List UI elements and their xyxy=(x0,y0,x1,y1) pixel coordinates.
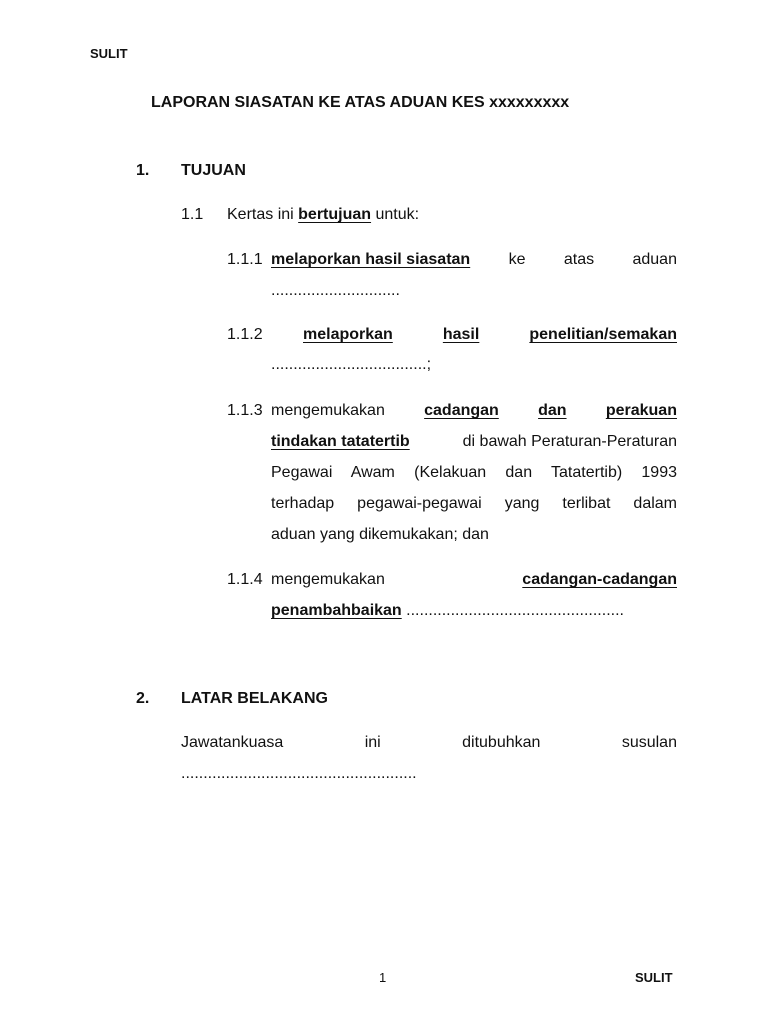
item-1-1-1-word: ke xyxy=(508,251,526,268)
item-1-1-3-line4: terhadap pegawai-pegawai yang terlibat dalam xyxy=(271,495,677,512)
item-1-1-3-bold-word: perakuan xyxy=(605,402,677,419)
footer-classification: SULIT xyxy=(635,970,673,985)
item-1-1-2-line1 xyxy=(303,326,677,344)
item-1-1-bold: bertujuan xyxy=(298,206,372,223)
item-1-1-4-bold: cadangan-cadangan xyxy=(522,571,677,588)
item-1-1-2-bold-word: penelitian/semakan xyxy=(529,326,677,343)
item-1-1-3-line2 xyxy=(271,433,677,451)
section-2-word: susulan xyxy=(621,734,677,751)
item-1-1-1-line1 xyxy=(271,251,677,269)
item-1-1-1-bold: melaporkan hasil siasatan xyxy=(271,251,471,268)
item-1-1-4-line1 xyxy=(271,571,677,589)
item-1-1-4-number: 1.1.4 xyxy=(227,571,263,588)
section-2-word: ditubuhkan xyxy=(462,734,541,751)
item-1-1-4-line2 xyxy=(271,602,624,620)
item-1-1-3-line1 xyxy=(271,402,677,420)
item-1-1-3-line3: Pegawai Awam (Kelakuan dan Tatatertib) 1993 xyxy=(271,464,677,481)
item-1-1-3-number: 1.1.3 xyxy=(227,402,263,419)
section-2-word: ini xyxy=(364,734,381,751)
document-title: LAPORAN SIASATAN KE ATAS ADUAN KES xxxxxxxxx xyxy=(151,94,570,111)
item-1-1-1-word: aduan xyxy=(632,251,677,268)
item-1-1-3-bold-word: cadangan xyxy=(424,402,499,419)
section-2-word: Jawatankuasa xyxy=(181,734,284,751)
item-1-1-3-line5: aduan yang dikemukakan; dan xyxy=(271,526,489,543)
item-1-1-1-word: atas xyxy=(563,251,595,268)
item-1-1-2-bold-word: hasil xyxy=(442,326,480,343)
section-2-number: 2. xyxy=(136,690,150,707)
item-1-1-3-word: mengemukakan xyxy=(271,402,385,419)
header-classification: SULIT xyxy=(90,46,128,61)
page-number: 1 xyxy=(379,970,387,985)
section-1-number: 1. xyxy=(136,162,150,179)
item-1-1-2-bold-word: melaporkan xyxy=(303,326,393,343)
item-1-1-4-line2-rest: ................................................. xyxy=(406,602,624,619)
item-1-1-4-word: mengemukakan xyxy=(271,571,385,588)
item-1-1-2-line2: ...................................; xyxy=(271,356,432,373)
item-1-1-4-line2-bold: penambahbaikan xyxy=(271,602,402,619)
item-1-1-2-number: 1.1.2 xyxy=(227,326,263,343)
section-2-heading: LATAR BELAKANG xyxy=(181,690,328,707)
item-1-1-3-line2-rest: di bawah Peraturan-Peraturan xyxy=(462,433,677,450)
section-2-line2: ..................................................... xyxy=(181,765,417,782)
item-1-1-3-bold-word: dan xyxy=(538,402,567,419)
item-1-1-after: untuk: xyxy=(375,206,420,223)
section-2-line1 xyxy=(181,734,677,752)
item-1-1-text xyxy=(227,206,419,224)
item-1-1-3-line2-bold: tindakan tatatertib xyxy=(271,433,410,450)
item-1-1-1-number: 1.1.1 xyxy=(227,251,263,268)
section-1-heading: TUJUAN xyxy=(181,162,246,179)
item-1-1-1-line2: ............................. xyxy=(271,282,400,299)
item-1-1-number: 1.1 xyxy=(181,206,204,223)
item-1-1-before: Kertas ini xyxy=(227,206,294,223)
